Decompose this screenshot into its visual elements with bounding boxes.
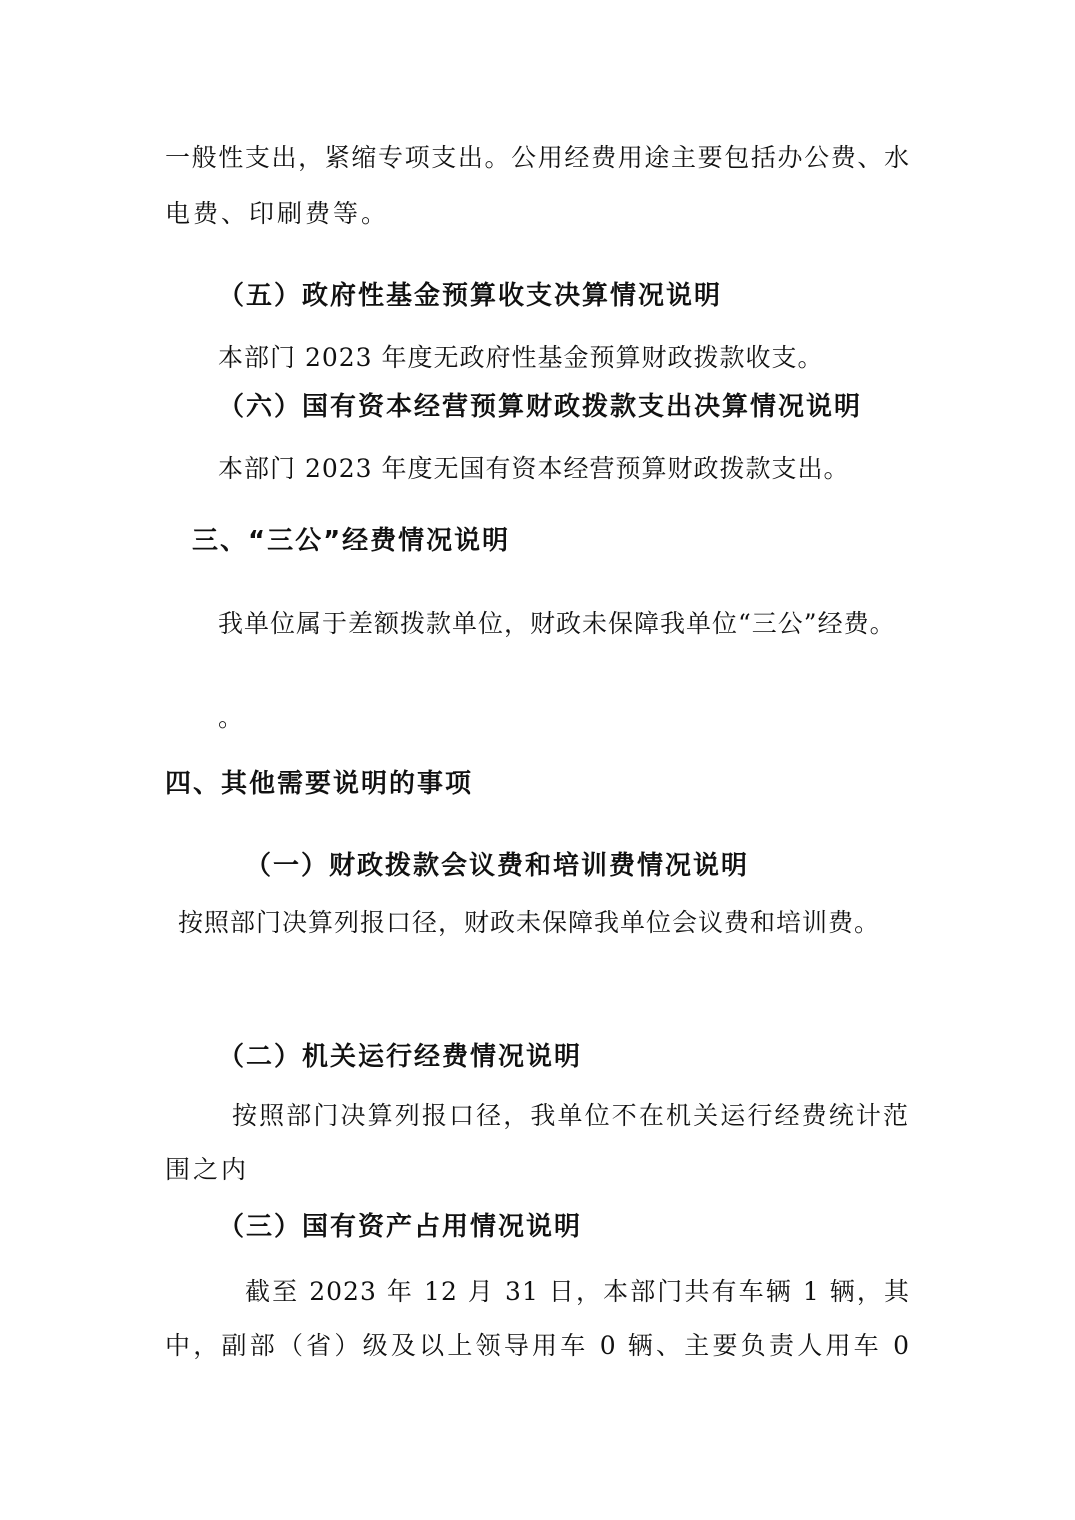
section-heading: 三、“三公”经费情况说明 bbox=[192, 526, 511, 556]
section-heading: （三）国有资产占用情况说明 bbox=[218, 1212, 583, 1242]
body-line: 电费、印刷费等。 bbox=[165, 199, 390, 228]
section-heading: （六）国有资本经营预算财政拨款支出决算情况说明 bbox=[218, 392, 863, 422]
body-line: 一般性支出，紧缩专项支出。公用经费用途主要包括办公费、水 bbox=[165, 143, 910, 172]
section-heading: （五）政府性基金预算收支决算情况说明 bbox=[218, 281, 723, 311]
section-heading: （二）机关运行经费情况说明 bbox=[218, 1042, 583, 1072]
body-line: 围之内 bbox=[165, 1155, 250, 1184]
body-line: 本部门 2023 年度无政府性基金预算财政拨款收支。 bbox=[218, 343, 824, 372]
body-line: 。 bbox=[218, 703, 247, 732]
body-line: 中，副部（省）级及以上领导用车 0 辆、主要负责人用车 0 bbox=[165, 1331, 910, 1360]
body-line: 截至 2023 年 12 月 31 日，本部门共有车辆 1 辆，其 bbox=[245, 1277, 910, 1306]
body-line: 按照部门决算列报口径，我单位不在机关运行经费统计范 bbox=[232, 1101, 909, 1130]
section-heading: （一）财政拨款会议费和培训费情况说明 bbox=[245, 851, 750, 881]
body-line: 我单位属于差额拨款单位，财政未保障我单位“三公”经费。 bbox=[218, 609, 896, 638]
body-line: 本部门 2023 年度无国有资本经营预算财政拨款支出。 bbox=[218, 454, 850, 483]
section-heading: 四、其他需要说明的事项 bbox=[165, 769, 474, 799]
body-line: 按照部门决算列报口径，财政未保障我单位会议费和培训费。 bbox=[178, 908, 881, 937]
